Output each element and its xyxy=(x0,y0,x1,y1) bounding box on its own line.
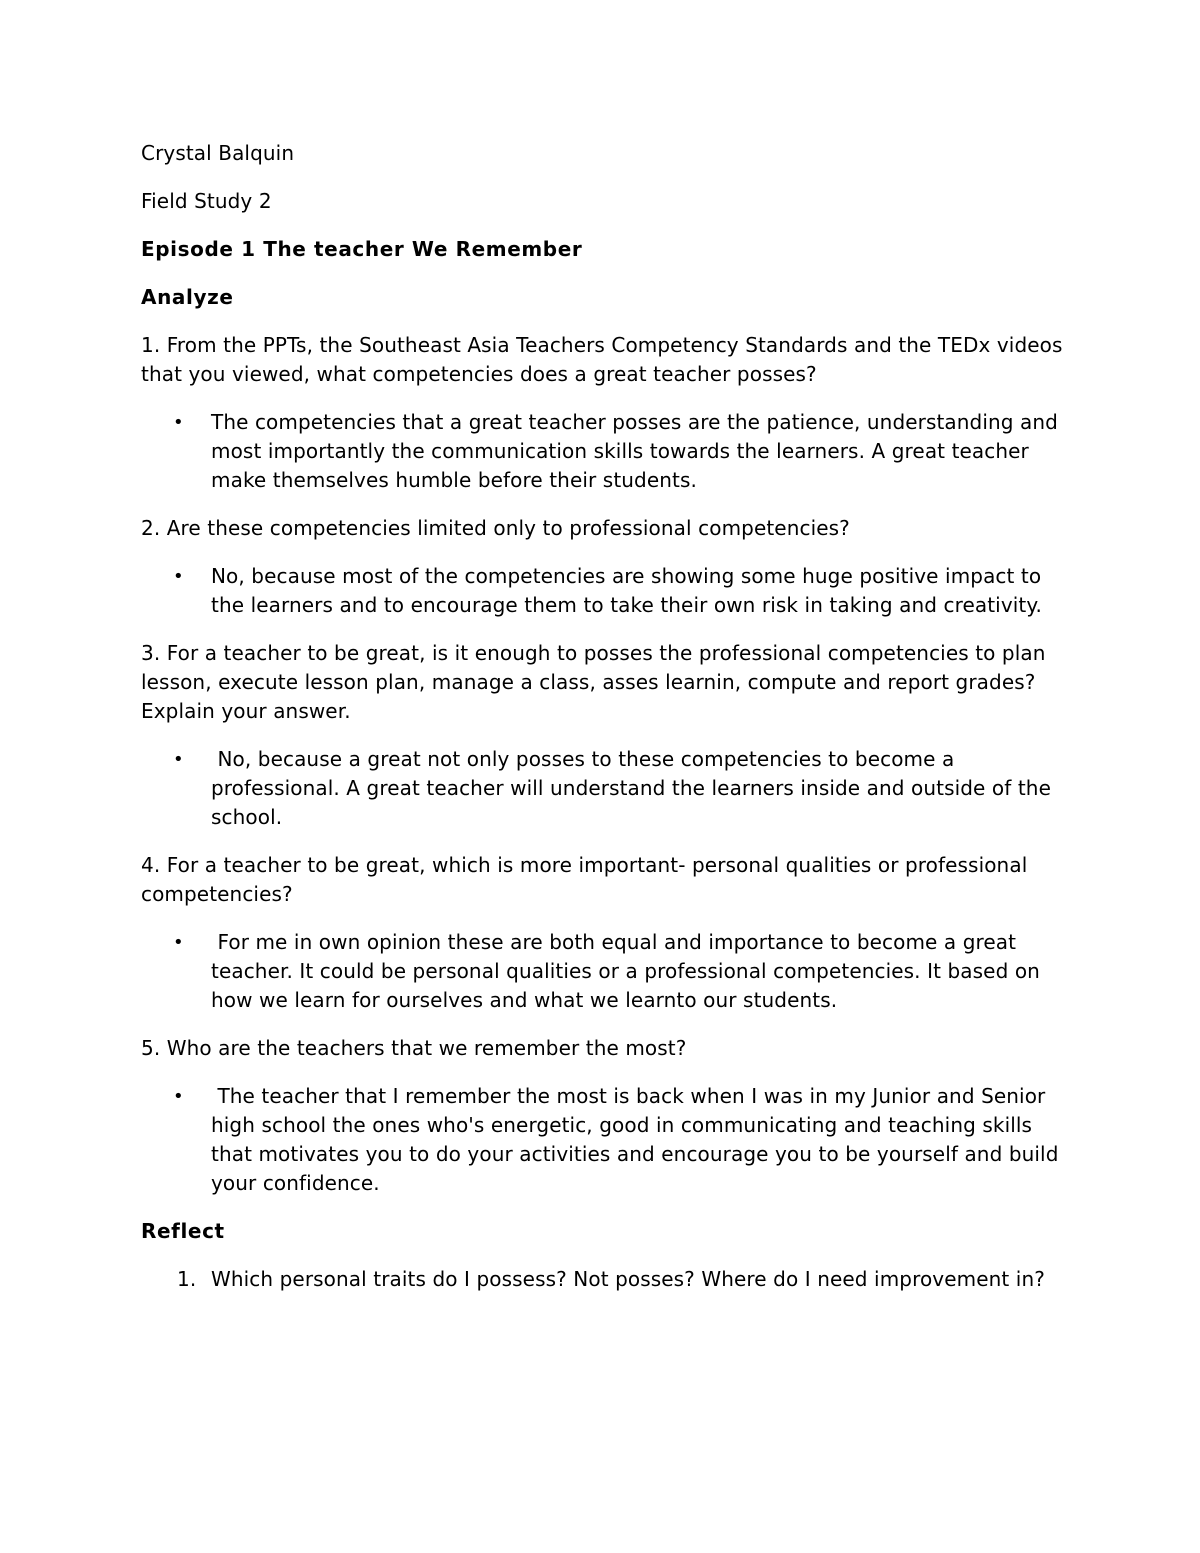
answer-5 xyxy=(141,1082,1066,1198)
bullet-icon: • xyxy=(173,1086,184,1107)
question-4: 4. For a teacher to be great, which is more important- personal qualities or professional competencies? xyxy=(141,853,1028,906)
bullet-icon: • xyxy=(173,749,184,770)
question-1: 1. From the PPTs, the Southeast Asia Teachers Competency Standards and the TEDx videos that you viewed, what competencies does a great teacher posses? xyxy=(141,333,1063,386)
bullet-icon: • xyxy=(173,412,184,433)
answer-4-text: For me in own opinion these are both equal and importance to become a great teacher. It could be personal qualities or a professional competencies. It based on how we learn for ourselves and what we learnto our students. xyxy=(211,930,1047,1012)
answer-1 xyxy=(141,408,1066,495)
reflect-item-1-text: Which personal traits do I possess? Not posses? Where do I need improvement in? xyxy=(211,1267,1045,1291)
answer-3 xyxy=(141,745,1066,832)
answer-2-text: No, because most of the competencies are showing some huge positive impact to the learners and to encourage them to take their own risk in taking and creativity. xyxy=(211,564,1042,617)
question-3: 3. For a teacher to be great, is it enough to posses the professional competencies to plan lesson, execute lesson plan, manage a class, asses learnin, compute and report grades? Explain your answer. xyxy=(141,641,1046,723)
reflect-item-1 xyxy=(141,1265,1066,1294)
author-name: Crystal Balquin xyxy=(141,141,295,165)
question-5: 5. Who are the teachers that we remember the most? xyxy=(141,1036,687,1060)
reflect-heading: Reflect xyxy=(141,1219,225,1243)
answer-3-text: No, because a great not only posses to these competencies to become a professional. A great teacher will understand the learners inside and outside of the school. xyxy=(211,747,1058,829)
episode-title: Episode 1 The teacher We Remember xyxy=(141,237,583,261)
document-body xyxy=(141,139,1066,1313)
answer-1-text: The competencies that a great teacher posses are the patience, understanding and most importantly the communication skills towards the learners. A great teacher make themselves humble before their students. xyxy=(211,410,1058,492)
answer-5-text: The teacher that I remember the most is back when I was in my Junior and Senior high school the ones who's energetic, good in communicating and teaching skills that motivates you to do your activities and encourage you to be yourself and build your confidence. xyxy=(211,1084,1065,1195)
answer-2 xyxy=(141,562,1066,620)
bullet-icon: • xyxy=(173,932,184,953)
question-2: 2. Are these competencies limited only to professional competencies? xyxy=(141,516,850,540)
bullet-icon: • xyxy=(173,566,184,587)
reflect-item-1-number: 1. xyxy=(177,1267,197,1291)
analyze-heading: Analyze xyxy=(141,285,234,309)
course-name: Field Study 2 xyxy=(141,189,272,213)
answer-4 xyxy=(141,928,1066,1015)
